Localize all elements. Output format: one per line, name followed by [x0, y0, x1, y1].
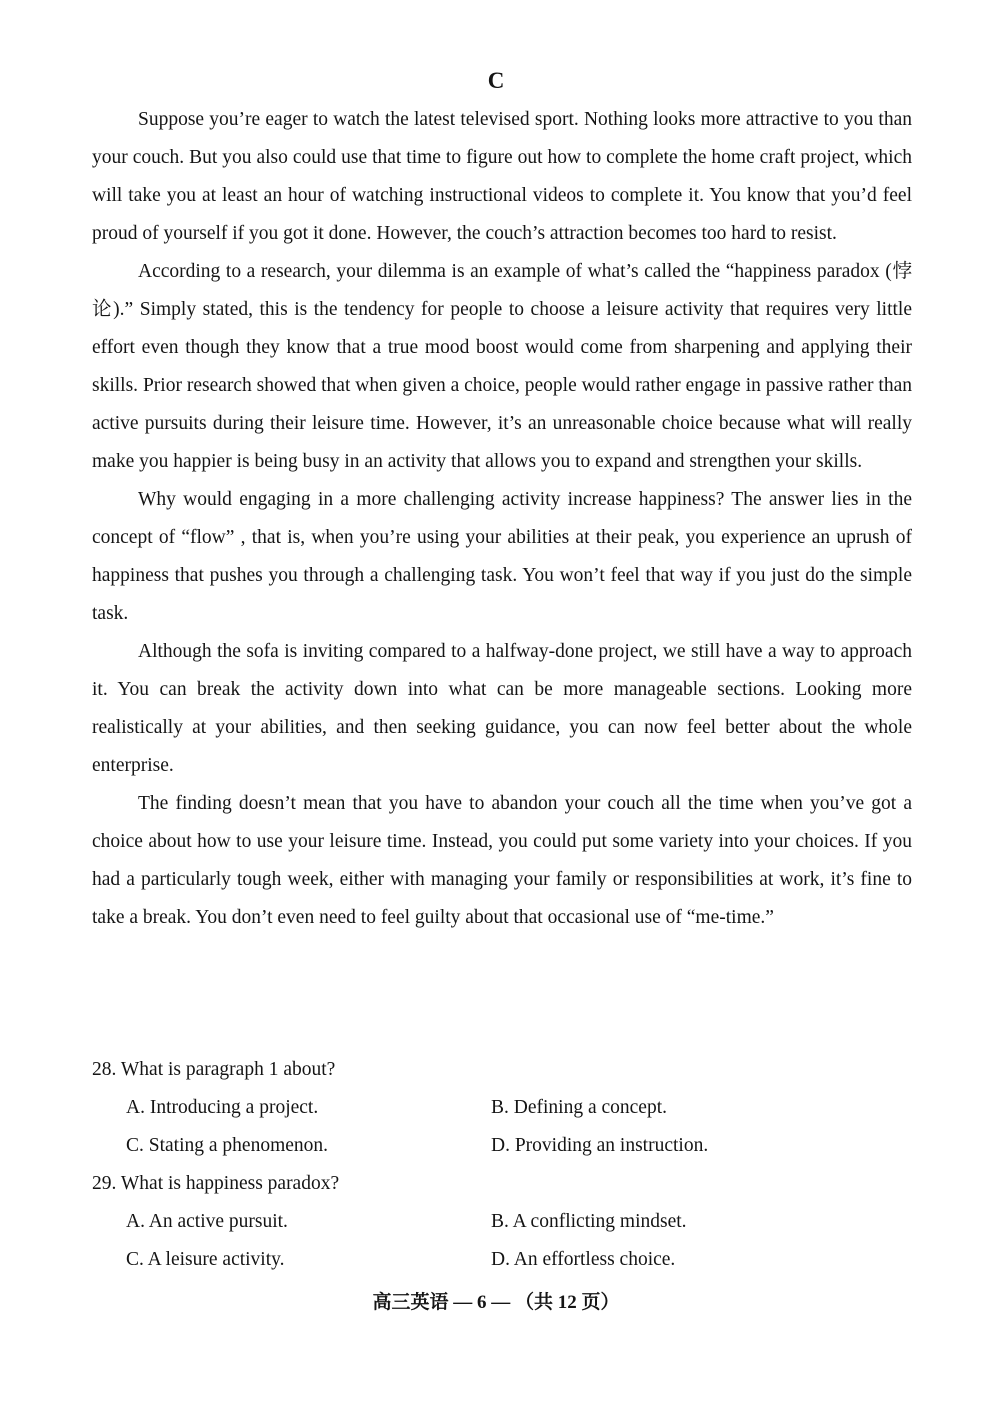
- passage-paragraph-3: Why would engaging in a more challenging activity increase happiness? The answer lies in the concept of “flow” , that is, when you’re using your abilities at their peak, you experience an uprush of happiness that pushes you through a challenging task. You won’t feel that way if you just do the simple task.: [92, 489, 912, 624]
- passage-paragraph-1: Suppose you’re eager to watch the latest televised sport. Nothing looks more attractive to you than your couch. But you also could use that time to figure out how to complete the home craft project, which will take you at least an hour of watching instructional videos to complete it. You know that you’d feel proud of yourself if you got it done. However, the couch’s attraction becomes too hard to resist.: [92, 109, 912, 244]
- question-stem: 28. What is paragraph 1 about?: [92, 1059, 336, 1080]
- option-b: B. A conflicting mindset.: [491, 1211, 687, 1232]
- option-b: B. Defining a concept.: [491, 1097, 667, 1118]
- question-list: [92, 1051, 912, 1279]
- question-stem: 29. What is happiness paradox?: [92, 1173, 340, 1194]
- answer-options: [92, 1089, 912, 1165]
- question-28: [92, 1051, 912, 1165]
- passage-paragraph-2: According to a research, your dilemma is an example of what’s called the “happiness paradox (悖论).” Simply stated, this is the tendency for people to choose a leisure activity that requires very little effort even though they know that a true mood boost would come from sharpening and applying their skills. Prior research showed that when given a choice, people would rather engage in passive rather than active pursuits during their leisure time. However, it’s an unreasonable choice because what will really make you happier is being busy in an activity that allows you to expand and strengthen your skills.: [92, 261, 912, 472]
- option-c: C. Stating a phenomenon.: [126, 1135, 329, 1156]
- passage-paragraph-5: The finding doesn’t mean that you have to abandon your couch all the time when you’ve got a choice about how to use your leisure time. Instead, you could put some variety into your choices. If you had a particularly tough week, either with managing your family or responsibilities at work, it’s fine to take a break. You don’t even need to feel guilty about that occasional use of “me-time.”: [92, 793, 912, 928]
- option-a: A. Introducing a project.: [126, 1097, 319, 1118]
- option-d: D. Providing an instruction.: [491, 1135, 709, 1156]
- passage-paragraph-4: Although the sofa is inviting compared to a halfway-done project, we still have a way to approach it. You can break the activity down into what can be more manageable sections. Looking more realistically at your abilities, and then seeking guidance, you can now feel better about the whole enterprise.: [92, 641, 912, 776]
- section-title: C: [487, 68, 505, 93]
- answer-options: [92, 1203, 912, 1279]
- option-d: D. An effortless choice.: [491, 1249, 676, 1270]
- option-c: C. A leisure activity.: [126, 1249, 285, 1270]
- reading-passage: [92, 101, 912, 937]
- option-a: A. An active pursuit.: [126, 1211, 288, 1232]
- page-footer: 高三英语 — 6 — （共 12 页）: [372, 1292, 620, 1313]
- question-29: [92, 1165, 912, 1279]
